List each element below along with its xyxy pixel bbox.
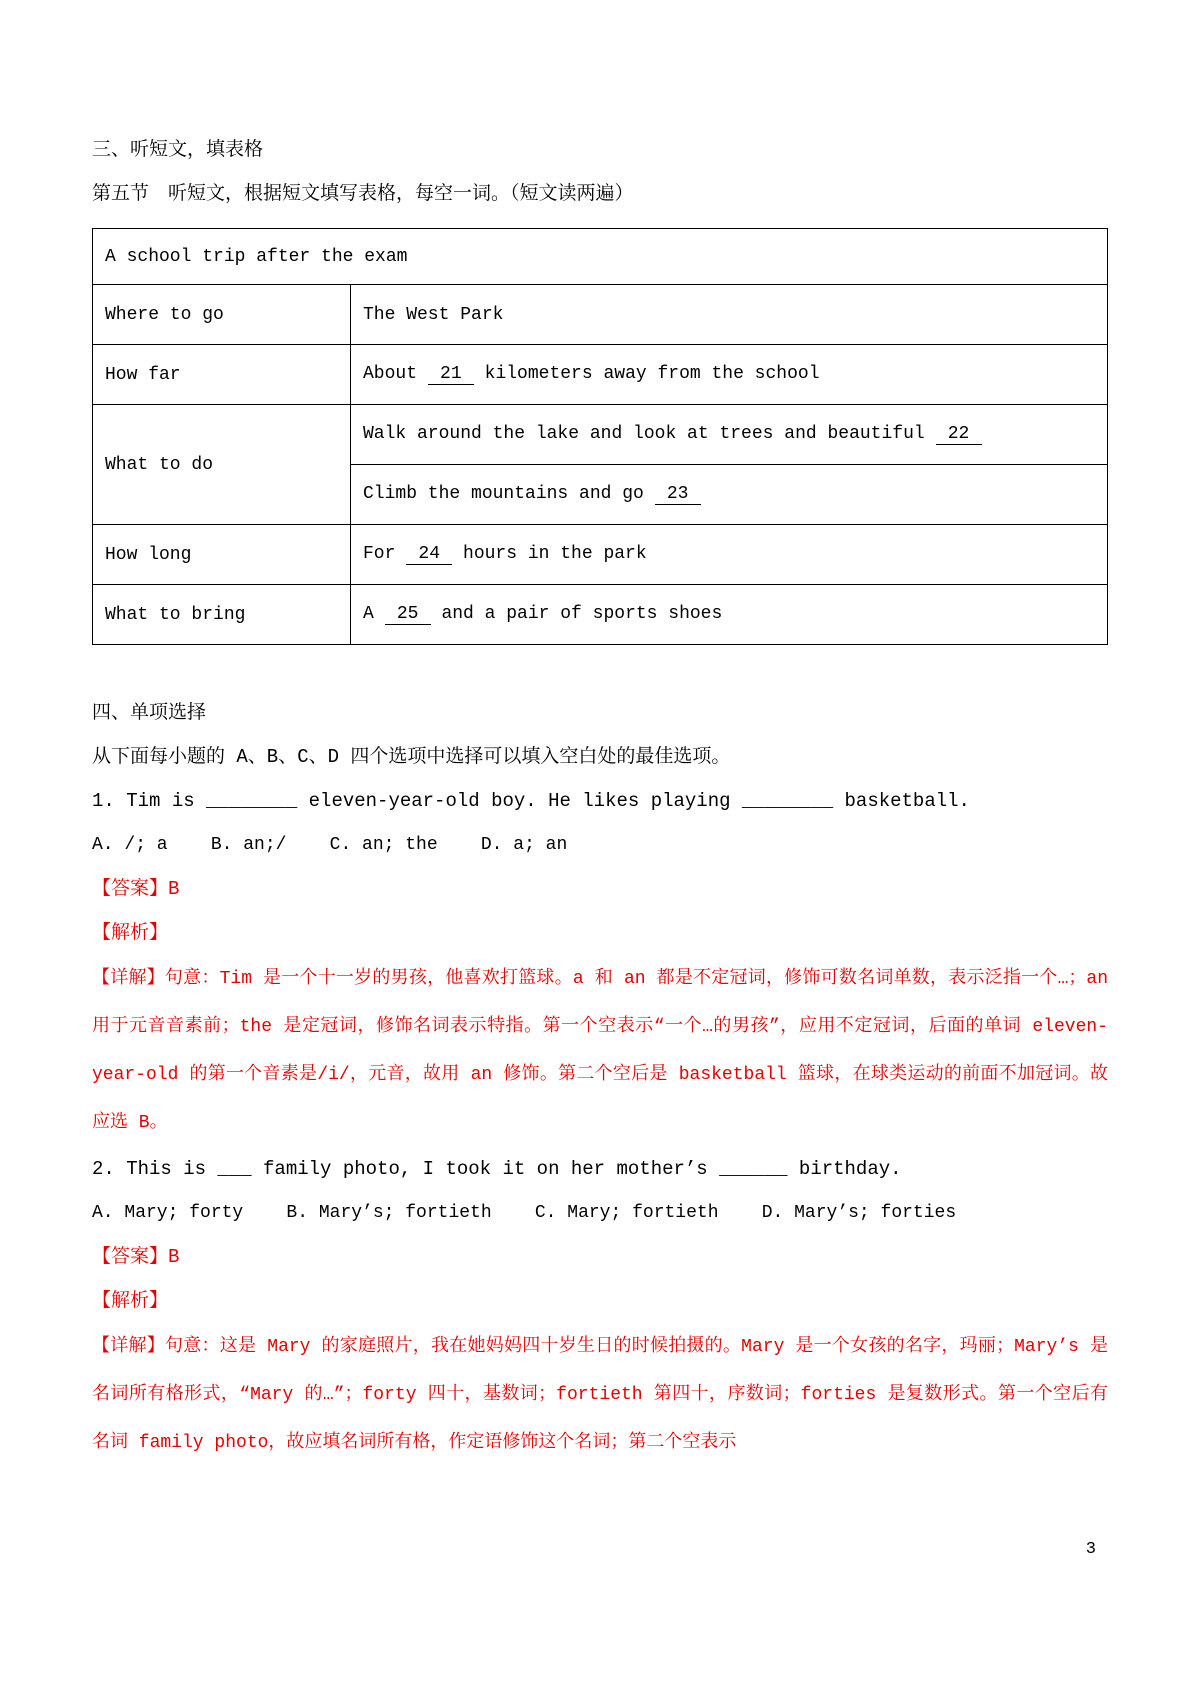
- q1-answer-line: [92, 867, 1108, 911]
- listening-table: [92, 228, 1108, 645]
- answer-value: B: [168, 1246, 180, 1268]
- q1-analysis-label: 【解析】: [92, 922, 169, 944]
- blank-24: 24: [406, 544, 452, 565]
- table-row-how-long: [93, 525, 1108, 585]
- row-label-how-far: How far: [93, 345, 351, 405]
- q1-detail: 【详解】句意：Tim 是一个十一岁的男孩，他喜欢打篮球。a 和 an 都是不定冠词，修饰可数名词单数，表示泛指一个…；an 用于元音音素前；the 是定冠词，修饰名词表示特指。第一个空表示“一个…的男孩”，应用不定冠词，后面的单词 eleven-year-old 的第一个音素是/i/，元音，故用 an 修饰。第二个空后是 basketball 篮球，在球类运动的前面不加冠词。故应选 B。: [92, 969, 1108, 1133]
- row-value-what-to-do-2: [351, 465, 1108, 525]
- answer-label: 【答案】: [92, 1246, 169, 1268]
- section3-heading: 三、听短文，填表格: [92, 139, 264, 161]
- page-number: 3: [1085, 1540, 1096, 1559]
- row-value-how-long: [351, 525, 1108, 585]
- table-title: A school trip after the exam: [93, 229, 1108, 285]
- table-row-how-far: [93, 345, 1108, 405]
- text-segment: Climb the mountains and go: [363, 484, 644, 504]
- text-segment: Walk around the lake and look at trees and beautiful: [363, 424, 925, 444]
- text-segment: About: [363, 364, 418, 384]
- row-label-what-to-bring: What to bring: [93, 585, 351, 645]
- blank-25: 25: [385, 604, 431, 625]
- answer-value: B: [168, 878, 180, 900]
- table-row-what-to-bring: [93, 585, 1108, 645]
- q2-answer-line: [92, 1235, 1108, 1279]
- text-segment: A: [363, 604, 374, 624]
- row-label-where: Where to go: [93, 285, 351, 345]
- text-segment: and a pair of sports shoes: [441, 604, 723, 624]
- section4-heading: 四、单项选择: [92, 702, 207, 724]
- q2-analysis-label: 【解析】: [92, 1290, 169, 1312]
- row-label-how-long: How long: [93, 525, 351, 585]
- row-value-where: The West Park: [351, 285, 1108, 345]
- q2-stem: 2. This is ___ family photo, I took it on her mother’s ______ birthday.: [92, 1158, 902, 1180]
- table-row-title: [93, 229, 1108, 285]
- q1-stem: 1. Tim is ________ eleven-year-old boy. He likes playing ________ basketball.: [92, 790, 970, 812]
- blank-21: 21: [428, 364, 474, 385]
- blank-22: 22: [936, 424, 982, 445]
- section4-instruction: 从下面每小题的 A、B、C、D 四个选项中选择可以填入空白处的最佳选项。: [92, 746, 731, 768]
- table-row-what-to-do-1: [93, 405, 1108, 465]
- text-segment: hours in the park: [463, 544, 647, 564]
- q2-options: A. Mary; forty B. Mary’s; fortieth C. Mary; fortieth D. Mary’s; forties: [92, 1203, 957, 1223]
- text-segment: kilometers away from the school: [484, 364, 820, 384]
- section3-instruction: 第五节 听短文，根据短文填写表格，每空一词。（短文读两遍）: [92, 183, 634, 205]
- blank-23: 23: [655, 484, 701, 505]
- table-row-where: [93, 285, 1108, 345]
- row-value-how-far: [351, 345, 1108, 405]
- q2-detail: 【详解】句意：这是 Mary 的家庭照片，我在她妈妈四十岁生日的时候拍摄的。Mary 是一个女孩的名字，玛丽；Mary’s 是名词所有格形式，“Mary 的…”；forty 四十，基数词；fortieth 第四十，序数词；forties 是复数形式。第一个空后有名词 family photo，故应填名词所有格，作定语修饰这个名词；第二个空表示: [92, 1337, 1108, 1453]
- row-label-what-to-do: What to do: [93, 405, 351, 525]
- answer-label: 【答案】: [92, 878, 169, 900]
- text-segment: For: [363, 544, 396, 564]
- q1-options: A. /; a B. an;/ C. an; the D. a; an: [92, 835, 568, 855]
- row-value-what-to-bring: [351, 585, 1108, 645]
- row-value-what-to-do-1: [351, 405, 1108, 465]
